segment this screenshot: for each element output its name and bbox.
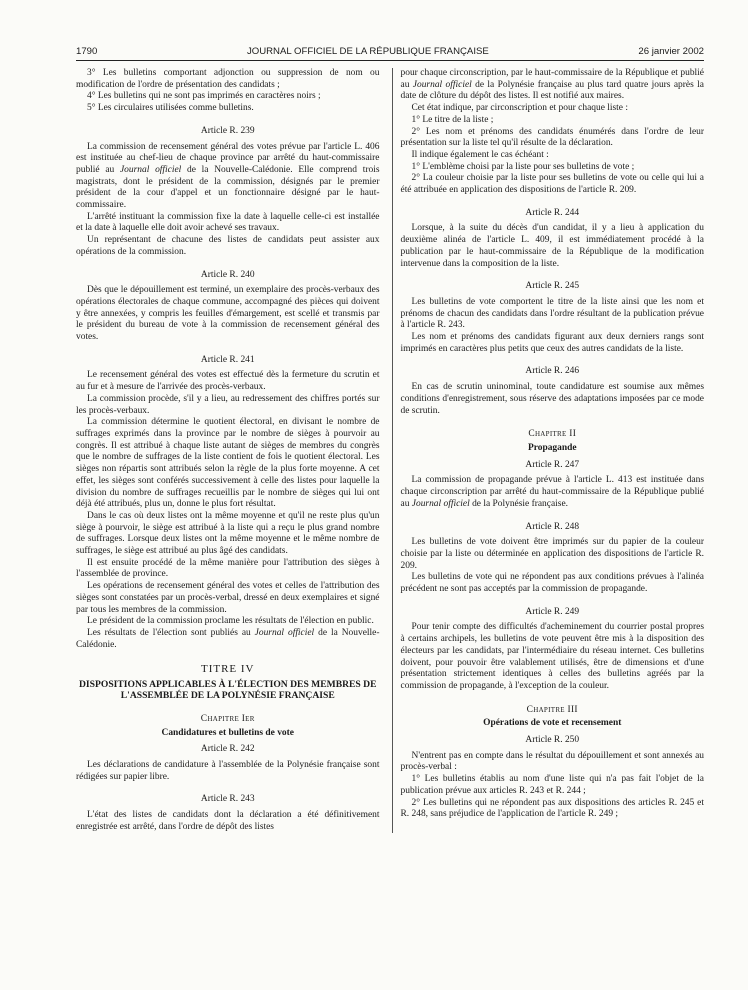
article-heading: Article R. 242 <box>200 744 255 755</box>
paragraph: 2° La couleur choisie par la liste pour ses bulletins de vote ou celle qui lui a été attribuée en application des dispositions de l'article R. 209. <box>400 173 704 196</box>
journal-title: JOURNAL OFFICIEL DE LA RÉPUBLIQUE FRANÇAISE <box>246 46 489 57</box>
paragraph: Les bulletins de vote qui ne répondent pas aux conditions prévues à l'alinéa précédent ne sont pas acceptés par la commission de propagande. <box>400 572 704 595</box>
left-column <box>76 68 380 833</box>
paragraph: La commission de propagande prévue à l'article L. 413 est instituée dans chaque circonscription par arrêté du haut-commissaire de la République publié au Journal officiel de la Polynésie française. <box>400 475 704 509</box>
paragraph: Le président de la commission proclame les résultats de l'élection en public. <box>87 616 374 627</box>
article-heading: Article R. 248 <box>525 521 580 532</box>
journal-reference: Journal officiel <box>254 627 315 638</box>
article-heading: Article R. 240 <box>200 269 255 280</box>
paragraph: 1° L'emblème choisi par la liste pour ses bulletins de vote ; <box>411 161 635 172</box>
article-heading: Article R. 243 <box>200 794 255 805</box>
paragraph: La commission de recensement général des votes prévue par l'article L. 406 est instituée au chef-lieu de chaque province par arrêté du haut-commissaire publié au Journal officiel de la Nouvelle-Calédonie. Elle comprend trois magistrats, dont le président de la commission, désignés par le premier président de la cour d'appel et un fonctionnaire désigné par le haut-commissaire. <box>76 141 380 211</box>
article-heading: Article R. 247 <box>525 459 580 470</box>
chapter-title: Opérations de vote et recensement <box>483 718 622 729</box>
page-header <box>76 46 704 61</box>
right-column <box>392 68 705 833</box>
titre-heading: TITRE IV <box>200 663 255 676</box>
page-number: 1790 <box>76 46 98 57</box>
paragraph: 4° Les bulletins qui ne sont pas imprimés en caractères noirs ; <box>87 91 321 102</box>
article-heading: Article R. 239 <box>200 125 255 136</box>
chapter-title: Propagande <box>527 442 577 453</box>
paragraph: N'entrent pas en compte dans le résultat du dépouillement et sont annexés au procès-verbal : <box>400 750 704 773</box>
paragraph: 3° Les bulletins comportant adjonction ou suppression de nom ou modification de l'ordre de présentation des candidats ; <box>76 68 380 90</box>
paragraph: Il indique également le cas échéant : <box>411 149 549 160</box>
journal-reference: Journal officiel <box>412 79 472 90</box>
paragraph: Dans le cas où deux listes ont la même moyenne et qu'il ne reste plus qu'un siège à pourvoir, le siège est attribué à la liste qui a reçu le plus grand nombre de suffrages. Lorsque deux listes ont la même moyenne et le même nombre de suffrages, le siège est attribué au plus âgé des candidats. <box>76 510 380 557</box>
paragraph: Les bulletins de vote doivent être imprimés sur du papier de la couleur choisie par la liste ou déterminée en application des dispositions de l'article R. 209. <box>400 537 704 571</box>
paragraph: Il est ensuite procédé de la même manière pour l'attribution des sièges à l'assemblée de province. <box>76 557 380 580</box>
paragraph: 2° Les bulletins qui ne répondent pas aux dispositions des articles R. 245 et R. 248, sans préjudice de l'application de l'article R. 249 ; <box>400 797 704 820</box>
paragraph: Les déclarations de candidature à l'assemblée de la Polynésie française sont rédigées sur papier libre. <box>76 759 380 782</box>
paragraph: Cet état indique, par circonscription et pour chaque liste : <box>411 103 628 114</box>
article-heading: Article R. 241 <box>200 354 255 365</box>
paragraph: Les nom et prénoms des candidats figurant aux deux derniers rangs sont imprimés en caractères plus petits que ceux des autres candidats de la liste. <box>400 332 704 354</box>
paragraph: Le recensement général des votes est effectué dès la fermeture du scrutin et au fur et à mesure de l'arrivée des procès-verbaux. <box>76 370 380 393</box>
chapter-label: Chapitre Ier <box>200 713 255 724</box>
chapter-label: Chapitre III <box>526 704 578 715</box>
journal-reference: Journal officiel <box>119 164 182 175</box>
article-heading: Article R. 250 <box>525 735 580 746</box>
paragraph: La commission détermine le quotient électoral, en divisant le nombre de suffrages exprimés dans la province par le nombre de sièges à pourvoir au congrès. Il est attribué à chaque liste autant de sièges de membres du congrès que le nombre de suffrages de la liste contient de fois le quotient électoral. Les sièges non répartis sont attribués selon la règle de la plus forte moyenne. A cet effet, les sièges sont conférés successivement à celle des listes pour laquelle la division du nombre de suffrages recueillis par le nombre de sièges qui lui ont déjà été attribués, plus un, donne le plus fort résultat. <box>76 417 380 510</box>
article-heading: Article R. 249 <box>525 606 580 617</box>
paragraph: Pour tenir compte des difficultés d'acheminement du courrier postal propres à certains archipels, les bulletins de vote peuvent être mis à la disposition des électeurs par les candidats, par l'intermédiaire du réseau internet. Ces bulletins doivent, pour pouvoir être valablement utilisés, être de dimensions et d'une présentation strictement identiques à celles des bulletins agréés par la commission de propagande, à l'exception de la couleur. <box>400 622 704 691</box>
paragraph: Lorsque, à la suite du décès d'un candidat, il y a lieu à application du deuxième alinéa de l'article L. 409, il est immédiatement procédé à la publication par le haut-commissaire de la République de la modification intervenue dans la composition de la liste. <box>400 223 704 269</box>
paragraph: 1° Le titre de la liste ; <box>411 114 494 125</box>
paragraph: L'état des listes de candidats dont la déclaration a été définitivement enregistrée est arrêté, dans l'ordre de dépôt des listes <box>76 810 380 832</box>
article-heading: Article R. 246 <box>525 366 580 377</box>
text-columns <box>76 68 704 833</box>
chapter-title: Candidatures et bulletins de vote <box>161 727 294 738</box>
paragraph: 1° Les bulletins établis au nom d'une liste qui n'a pas fait l'objet de la publication prévue aux articles R. 243 et R. 244 ; <box>400 774 704 796</box>
paragraph: L'arrêté instituant la commission fixe la date à laquelle celle-ci est installée et la date à laquelle elle doit avoir achevé ses travaux. <box>76 211 380 234</box>
paragraph: En cas de scrutin uninominal, toute candidature est soumise aux mêmes conditions d'enregistrement, sous réserve des adaptations imposées par ce mode de scrutin. <box>400 382 704 416</box>
paragraph: Un représentant de chacune des listes de candidats peut assister aux opérations de la commission. <box>76 235 380 257</box>
publication-date: 26 janvier 2002 <box>638 46 704 57</box>
paragraph: Les bulletins de vote comportent le titre de la liste ainsi que les nom et prénoms de chacun des candidats dans l'ordre résultant de la publication prévue à l'article R. 243. <box>400 296 704 331</box>
titre-subtitle: DISPOSITIONS APPLICABLES À L'ÉLECTION DES MEMBRES DE L'ASSEMBLÉE DE LA POLYNÉSIE FRANÇAISE <box>79 679 377 702</box>
paragraph: Les opérations de recensement général des votes et celles de l'attribution des sièges sont constatées par un procès-verbal, dressé en deux exemplaires et signé par tous les membres de la commission. <box>76 581 380 615</box>
paragraph: La commission procède, s'il y a lieu, au redressement des chiffres portés sur les procès-verbaux. <box>76 393 380 416</box>
article-heading: Article R. 245 <box>525 281 580 292</box>
paragraph: 2° Les nom et prénoms des candidats énumérés dans l'ordre de leur présentation sur la liste tel qu'il résulte de la déclaration. <box>400 126 704 149</box>
paragraph: Les résultats de l'élection sont publiés au Journal officiel de la Nouvelle-Calédonie. <box>76 627 380 650</box>
paragraph: 5° Les circulaires utilisées comme bulletins. <box>87 103 254 114</box>
paragraph: pour chaque circonscription, par le haut-commissaire de la République et publié au Journal officiel de la Polynésie française au plus tard quatre jours après la date de clôture du dépôt des listes. Il est notifié aux maires. <box>400 68 704 102</box>
journal-reference: Journal officiel <box>411 498 470 509</box>
chapter-label: Chapitre II <box>528 429 577 440</box>
article-heading: Article R. 244 <box>525 207 580 218</box>
paragraph: Dès que le dépouillement est terminé, un exemplaire des procès-verbaux des opérations électorales de chaque commune, accompagné des pièces qui doivent y être annexées, y compris les feuilles d'émargement, est scellé et transmis par le président du bureau de vote à la commission de recensement général des votes. <box>76 285 380 343</box>
